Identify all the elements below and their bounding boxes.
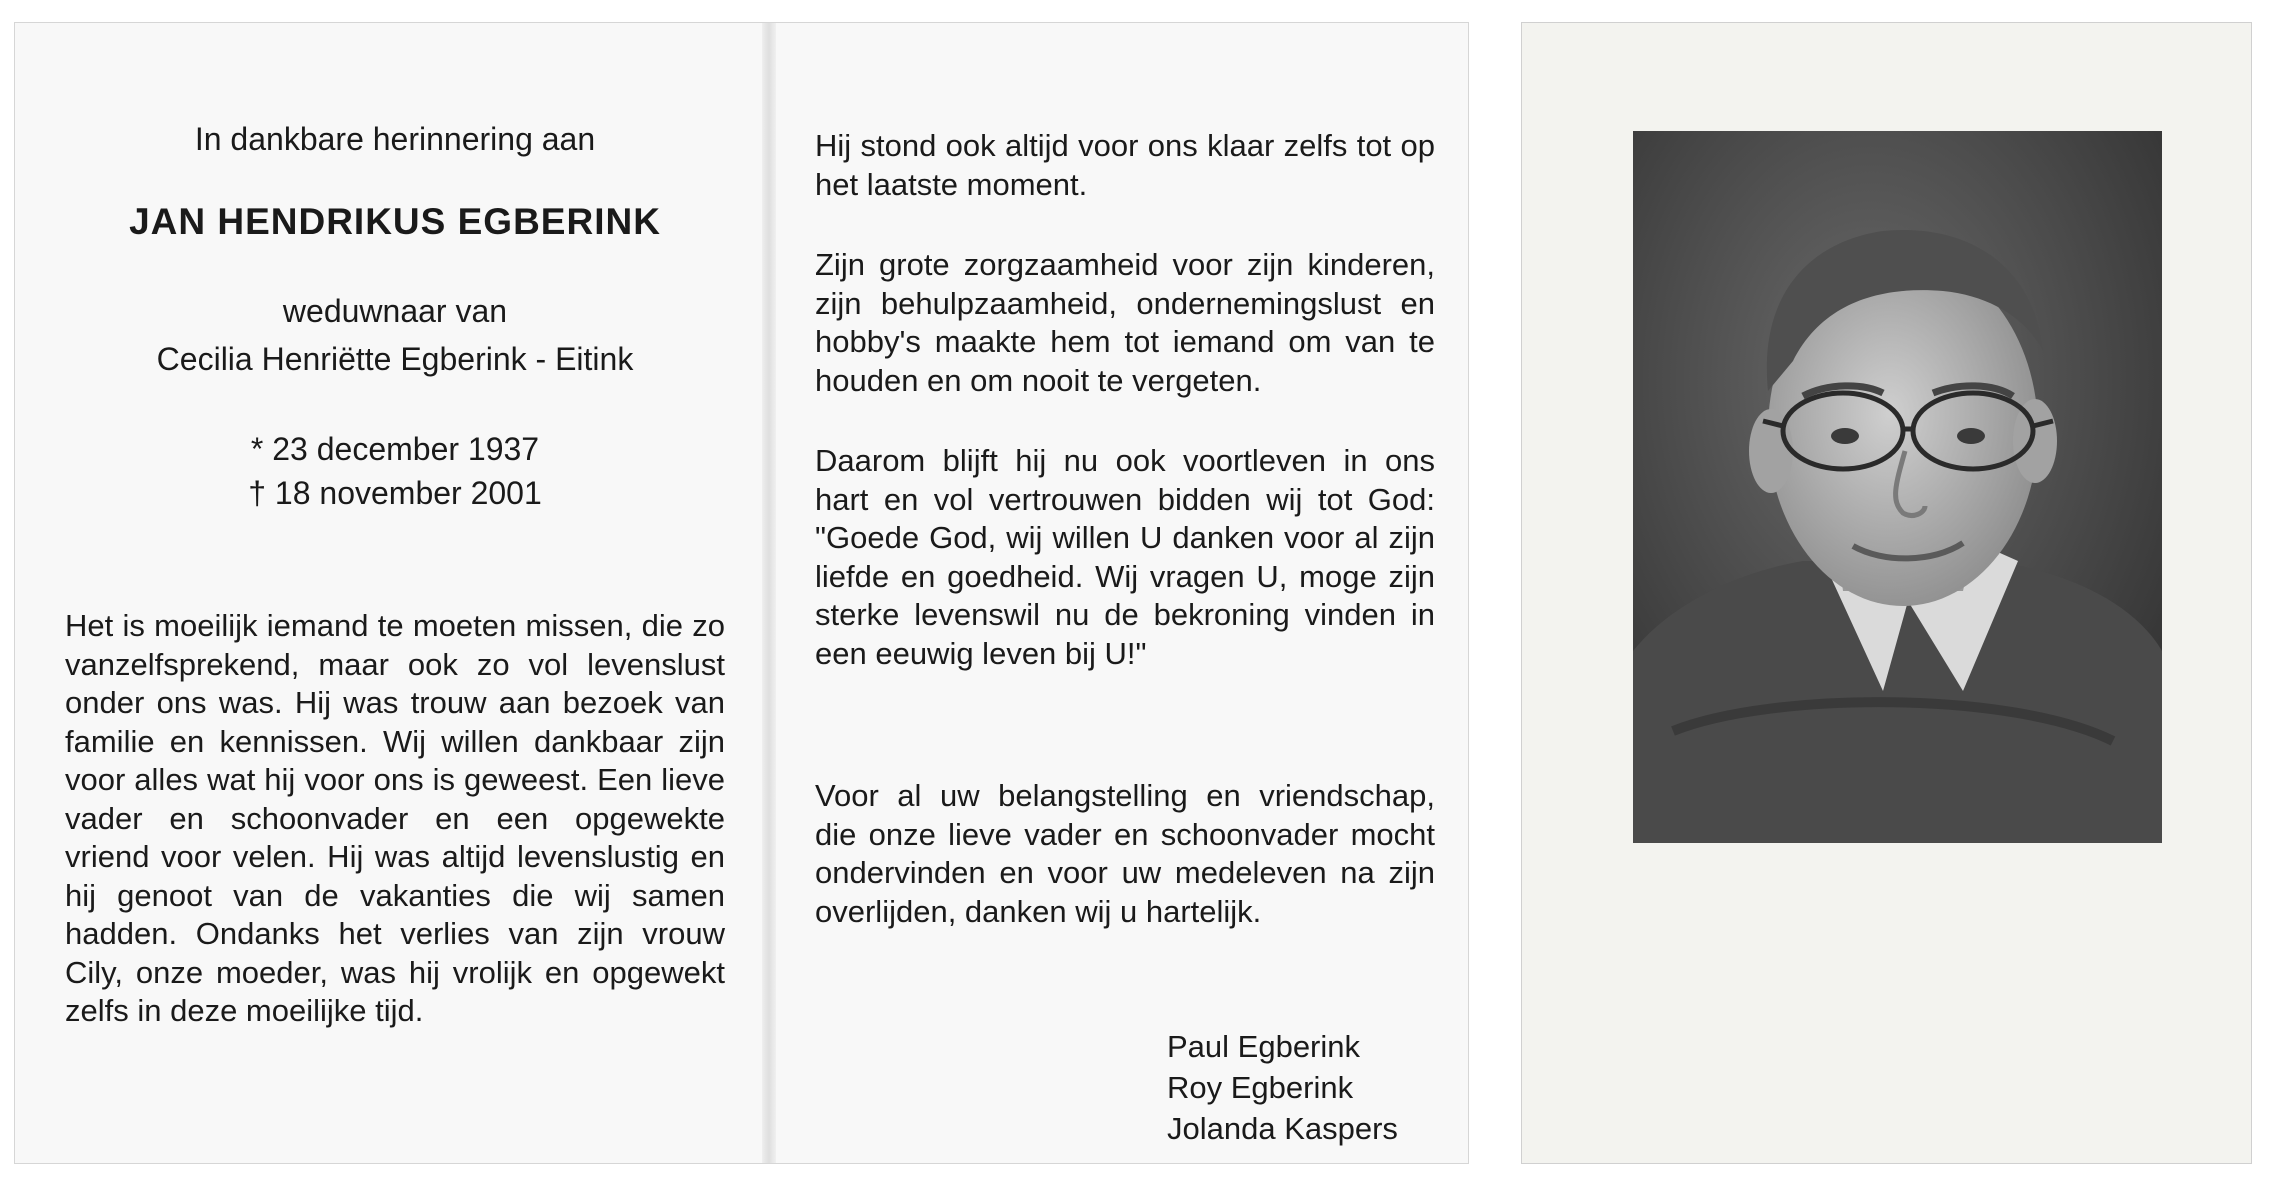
death-date: † 18 november 2001 <box>248 475 542 511</box>
spouse-line-2: Cecilia Henriëtte Egberink - Eitink <box>156 341 634 377</box>
right-paragraph-1: Hij stond ook altijd voor ons klaar zelfs tot op het laatste moment. <box>815 128 1435 202</box>
right-paragraph-2: Zijn grote zorgzaamheid voor zijn kinderen, zijn behulpzaamheid, ondernemingslust en hobby's maakte hem tot iemand om van te houden en om nooit te vergeten. <box>815 247 1435 398</box>
right-paragraph-3: Daarom blijft hij nu ook voortleven in ons hart en vol vertrouwen bidden wij tot God: "Goede God, wij willen U danken voor al zijn liefde en goedheid. Wij vragen U, moge zijn sterke levenswil nu de bekroning vinden in een eeuwig leven bij U!" <box>815 443 1435 671</box>
spouse-block <box>65 287 725 383</box>
birth-date: * 23 december 1937 <box>250 431 540 467</box>
memorial-card-inner <box>14 22 1469 1164</box>
left-panel <box>65 119 725 1031</box>
portrait-photo <box>1633 131 2162 843</box>
spouse-line-1: weduwnaar van <box>282 293 508 329</box>
signature-1: Paul Egberink <box>1167 1029 1361 1064</box>
intro-line: In dankbare herinnering aan <box>194 121 596 157</box>
right-paragraph-thanks: Voor al uw belangstelling en vriendschap, die onze lieve vader en schoonvader mocht ondervinden en voor uw medeleven na zijn overlijden, danken wij u hartelijk. <box>815 778 1435 929</box>
dates-block <box>65 427 725 515</box>
photo-card <box>1521 22 2252 1164</box>
deceased-name: JAN HENDRIKUS EGBERINK <box>129 201 661 242</box>
portrait-illustration <box>1633 131 2162 843</box>
signatures <box>1167 1026 1398 1149</box>
right-panel <box>815 127 1435 973</box>
card-fold <box>762 23 776 1163</box>
left-body-text: Het is moeilijk iemand te moeten missen, die zo vanzelfsprekend, maar ook zo vol levenslust onder ons was. Hij was trouw aan bezoek van familie en kennissen. Wij willen dankbaar zijn voor alles wat hij voor ons is geweest. Een lieve vader en schoonvader en een opgewekte vriend voor velen. Hij was altijd levenslustig en hij genoot van de vakanties die wij samen hadden. Ondanks het verlies van zijn vrouw Cily, onze moeder, was hij vrolijk en opgewekt zelfs in deze moeilijke tijd. <box>65 608 725 1028</box>
signature-3: Jolanda Kaspers <box>1167 1111 1398 1146</box>
signature-2: Roy Egberink <box>1167 1070 1354 1105</box>
